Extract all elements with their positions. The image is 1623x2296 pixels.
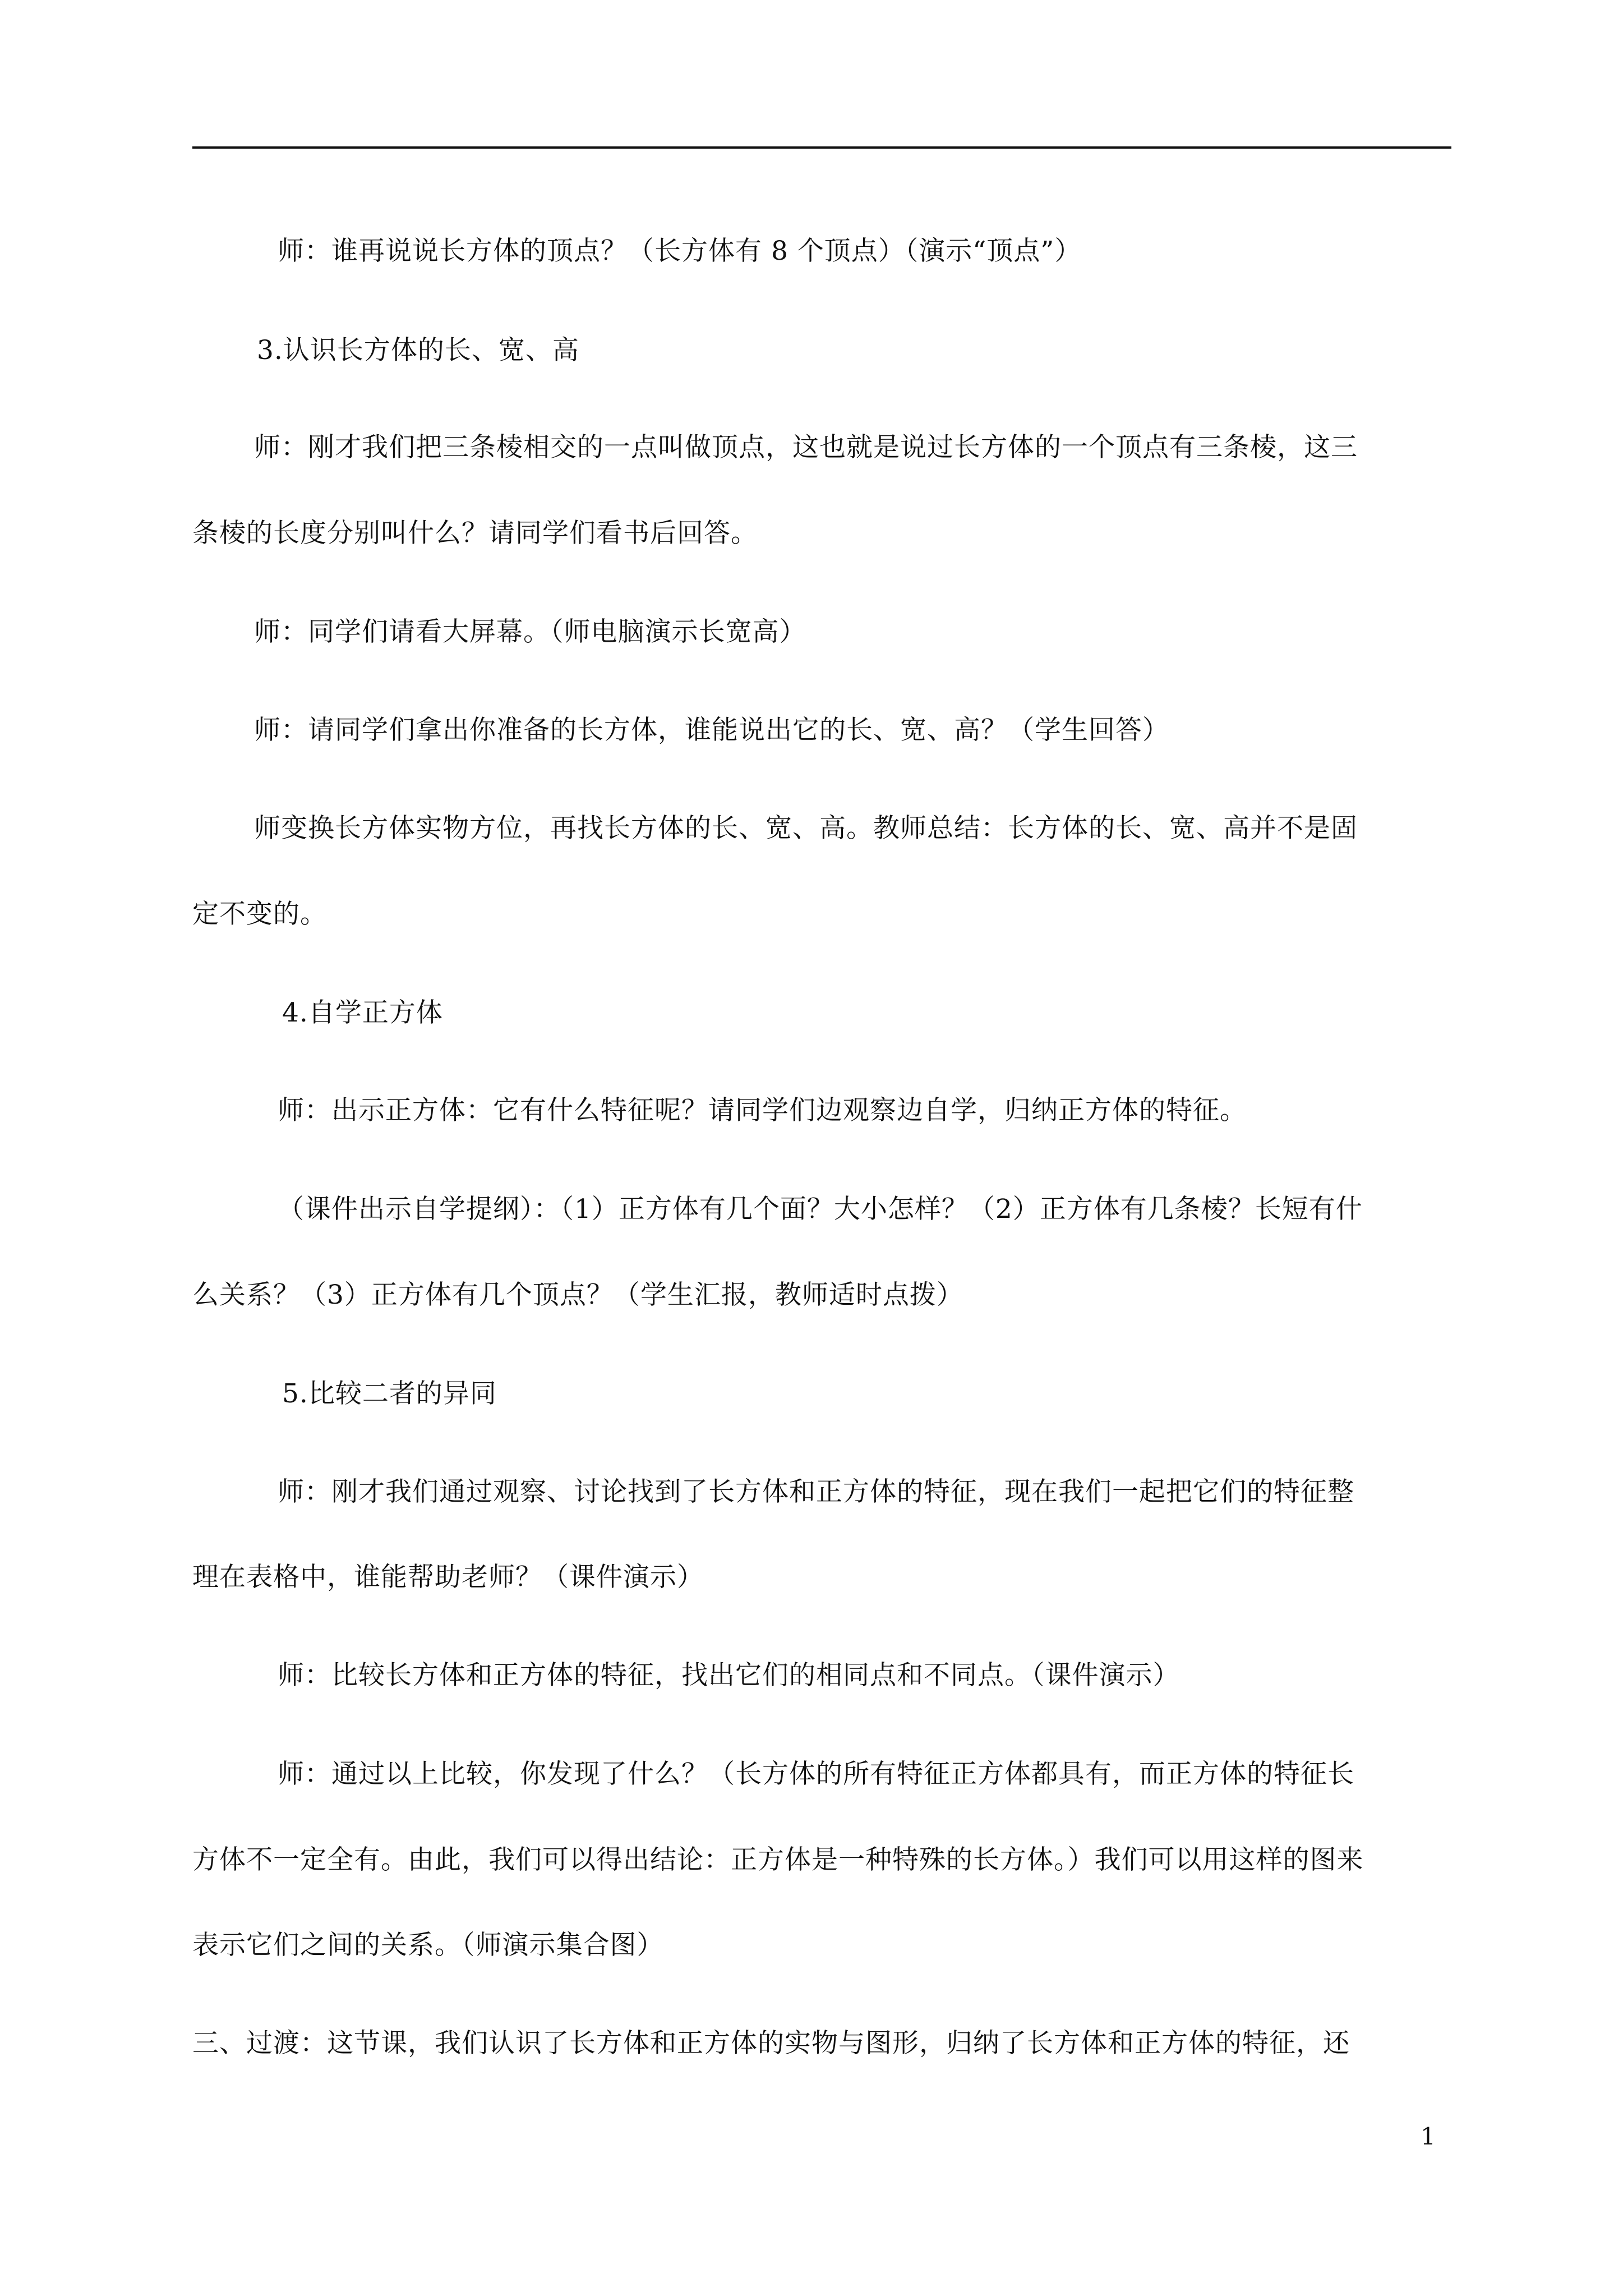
paragraph-line: 理在表格中，谁能帮助老师？（课件演示） [192,1562,704,1593]
paragraph-line: 三、过渡：这节课，我们认识了长方体和正方体的实物与图形，归纳了长方体和正方体的特征，还 [192,2028,1350,2059]
paragraph-line: 师：刚才我们把三条棱相交的一点叫做顶点，这也就是说过长方体的一个顶点有三条棱，这三 [254,432,1358,463]
paragraph-line: 定不变的。 [192,899,327,930]
paragraph-line: 么关系？（3）正方体有几个顶点？（学生汇报，教师适时点拨） [192,1280,963,1310]
paragraph-line: （课件出示自学提纲）：（1）正方体有几个面？大小怎样？（2）正方体有几条棱？长短有什 [278,1194,1363,1225]
paragraph-line: 师：出示正方体：它有什么特征呢？请同学们边观察边自学，归纳正方体的特征。 [278,1095,1247,1126]
paragraph-line: 方体不一定全有。由此，我们可以得出结论：正方体是一种特殊的长方体。）我们可以用这样的图来 [192,1844,1364,1875]
header-rule [192,146,1451,149]
paragraph-line: 师：同学们请看大屏幕。（师电脑演示长宽高） [254,616,806,647]
paragraph-line: 师：通过以上比较，你发现了什么？（长方体的所有特征正方体都具有，而正方体的特征长 [278,1759,1354,1789]
paragraph-line: 师：比较长方体和正方体的特征，找出它们的相同点和不同点。（课件演示） [278,1660,1180,1691]
section-heading: 4.自学正方体 [282,997,443,1028]
page-number: 1 [1421,2123,1436,2150]
paragraph-line: 表示它们之间的关系。（师演示集合图） [192,1930,664,1961]
paragraph-line: 师：请同学们拿出你准备的长方体，谁能说出它的长、宽、高？（学生回答） [254,715,1169,746]
paragraph-line: 师变换长方体实物方位，再找长方体的长、宽、高。教师总结：长方体的长、宽、高并不是固 [254,813,1358,844]
paragraph-line: 师：谁再说说长方体的顶点？（长方体有 8 个顶点）（演示“顶点”） [278,236,1082,266]
paragraph-line: 条棱的长度分别叫什么？请同学们看书后回答。 [192,518,758,549]
section-heading: 5.比较二者的异同 [282,1378,497,1409]
paragraph-line: 师：刚才我们通过观察、讨论找到了长方体和正方体的特征，现在我们一起把它们的特征整 [278,1476,1354,1507]
section-heading: 3.认识长方体的长、宽、高 [257,335,579,366]
